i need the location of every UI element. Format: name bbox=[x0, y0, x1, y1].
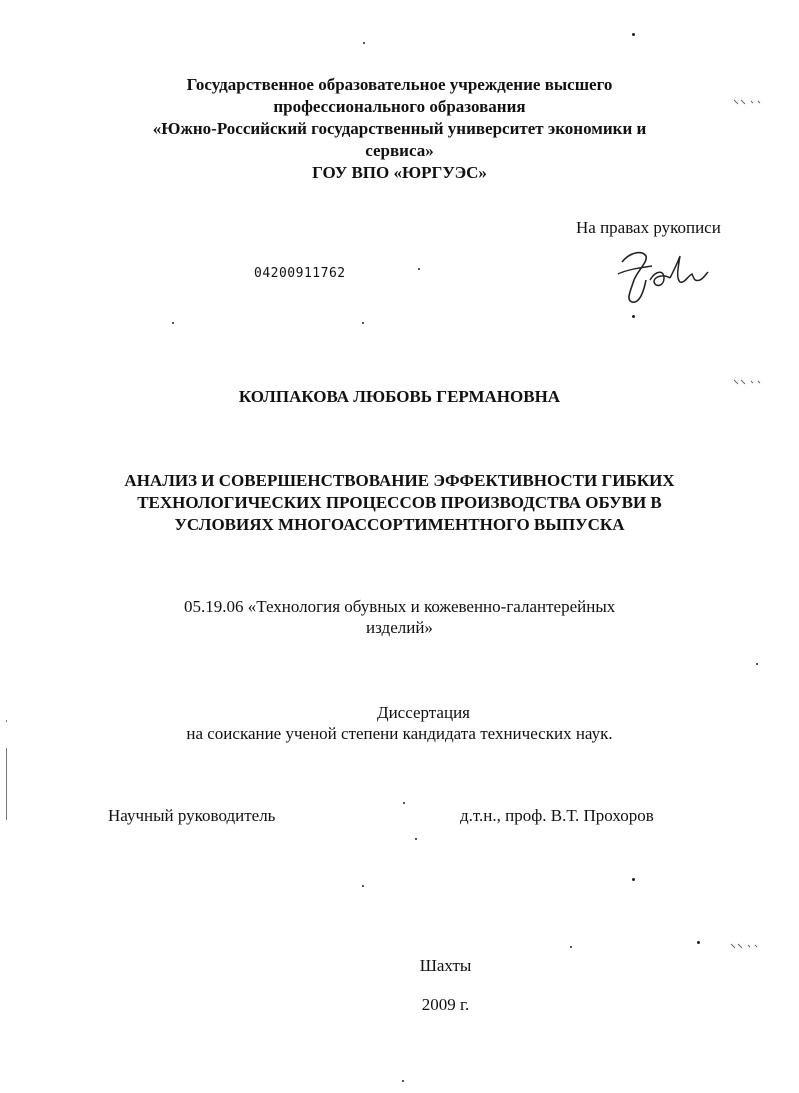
title-line-3: УСЛОВИЯХ МНОГОАССОРТИМЕНТНОГО ВЫПУСКА bbox=[174, 515, 625, 534]
institution-line-2: профессионального образования bbox=[273, 97, 526, 116]
institution-line-3: «Южно-Российский государственный университет экономики и bbox=[152, 119, 647, 138]
supervisor-name: д.т.н., проф. В.Т. Прохоров bbox=[460, 806, 654, 825]
scan-edge-line bbox=[6, 720, 7, 722]
scan-mark-icon bbox=[730, 942, 760, 950]
scan-edge-line bbox=[6, 748, 7, 820]
scan-speck bbox=[403, 802, 405, 804]
scan-mark-icon bbox=[733, 378, 763, 386]
scan-speck bbox=[570, 946, 572, 948]
scan-speck bbox=[172, 322, 174, 324]
supervisor-label: Научный руководитель bbox=[108, 806, 276, 825]
title-line-1: АНАЛИЗ И СОВЕРШЕНСТВОВАНИЕ ЭФФЕКТИВНОСТИ ГИБКИХ bbox=[124, 471, 675, 490]
scan-speck bbox=[415, 838, 417, 840]
dissertation-title bbox=[0, 470, 799, 536]
scan-speck bbox=[363, 42, 365, 44]
scan-mark-icon bbox=[733, 98, 763, 106]
dissertation-label: Диссертация bbox=[376, 703, 470, 722]
scan-speck bbox=[362, 885, 364, 887]
scan-speck bbox=[756, 663, 758, 665]
scan-speck bbox=[697, 941, 700, 944]
institution-abbreviation: ГОУ ВПО «ЮРГУЭС» bbox=[312, 163, 487, 182]
institution-line-1: Государственное образовательное учреждение высшего bbox=[186, 75, 613, 94]
specialty-line-2: изделий» bbox=[366, 618, 433, 637]
city: Шахты bbox=[419, 956, 472, 975]
document-id-number: 04200911762 bbox=[254, 266, 346, 281]
scan-speck bbox=[632, 33, 635, 36]
signature-icon bbox=[612, 240, 712, 310]
author-name: КОЛПАКОВА ЛЮБОВЬ ГЕРМАНОВНА bbox=[238, 387, 561, 406]
institution-line-4: сервиса» bbox=[365, 141, 434, 160]
institution-header bbox=[0, 74, 799, 184]
year: 2009 г. bbox=[421, 995, 470, 1014]
dissertation-type bbox=[0, 702, 799, 744]
scan-speck bbox=[632, 878, 635, 881]
specialty-line-1: 05.19.06 «Технология обувных и кожевенно-галантерейных bbox=[184, 597, 616, 616]
scan-speck bbox=[402, 1080, 404, 1082]
scan-speck bbox=[632, 315, 635, 318]
manuscript-note: На правах рукописи bbox=[576, 218, 721, 237]
title-line-2: ТЕХНОЛОГИЧЕСКИХ ПРОЦЕССОВ ПРОИЗВОДСТВА ОБУВИ В bbox=[137, 493, 662, 512]
scan-speck bbox=[362, 322, 364, 324]
scan-speck bbox=[418, 268, 420, 270]
degree-description: на соискание ученой степени кандидата технических наук. bbox=[186, 724, 613, 743]
